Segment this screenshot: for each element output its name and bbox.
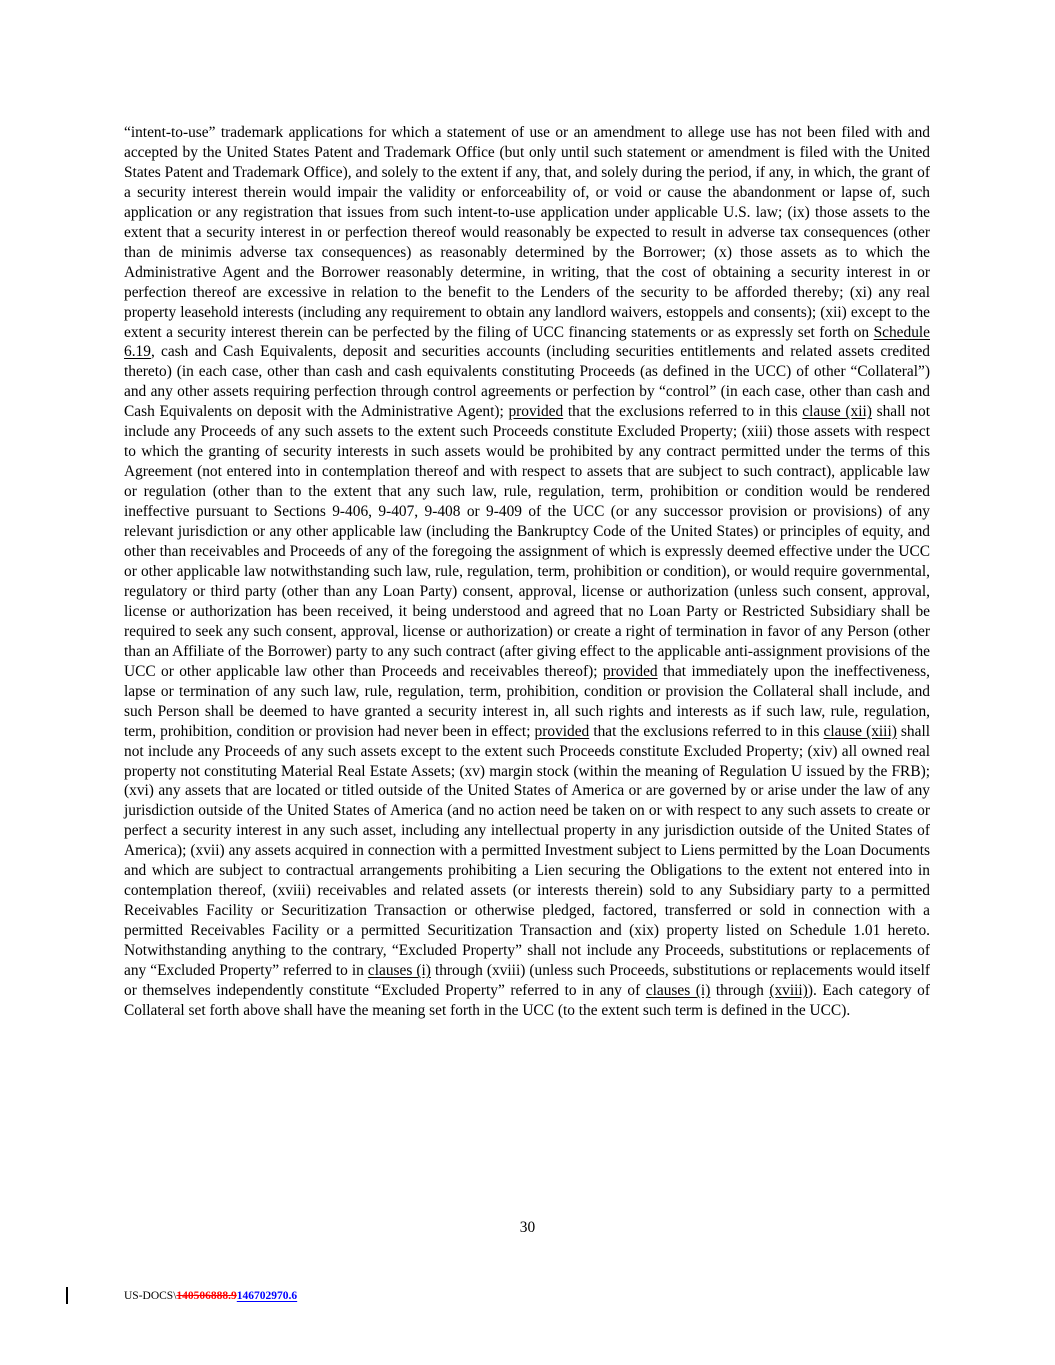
body-text: through (710, 981, 770, 999)
underlined-reference: clause (xii) (802, 403, 872, 421)
body-text: that the exclusions referred to in this (563, 403, 803, 421)
body-text: shall not include any Proceeds of any such assets except to the extent such Proceeds constitute Excluded Property; (xiv) all owned real property not constituting Material Real Estate Assets; (xv) margin stock (within the meaning of Regulation U issued by the FRB); (xvi) any assets that are located or titled outside of the United States of America or are governed by or arise under the law of any jurisdiction outside of the United States of America (and no action need be taken on or with respect to any such assets to create or perfect a security interest in any such asset, including any intellectual property in any jurisdiction outside of the United States of America); (xvii) any assets acquired in connection with a permitted Investment subject to Liens permitted by the Loan Documents and which are subject to contractual arrangements prohibiting a Lien securing the Obligations to the extent not entered into in contemplation thereof, (xviii) receivables and related assets (or interests therein) sold to any Subsidiary party to a permitted Receivables Facility or Securitization Transaction or otherwise pledged, factored, transferred or sold in connection with a permitted Receivables Facility or a permitted Securitization Transaction and (xix) property listed on Schedule 1.01 hereto. Notwithstanding anything to the contrary, “Excluded Property” shall not include any Proceeds, substitutions or replacements of any “Excluded Property” referred to in (124, 722, 930, 980)
body-paragraph (124, 123, 930, 1021)
body-text: through (xviii) (unless such Proceeds, substitutions or replacements would itself or themselves independently constitute “Excluded Property” referred to in any of (124, 962, 930, 999)
underlined-term: provided (508, 403, 564, 421)
revision-change-bar (66, 1287, 68, 1304)
page-number: 30 (519, 1219, 536, 1236)
document-id-footer (124, 1289, 297, 1303)
body-text: shall not include any Proceeds of any such assets to the extent such Proceeds constitute Excluded Property; (xiii) those assets with respect to which the granting of security interests in such assets would be prohibited by any contract permitted under the terms of this Agreement (not entered into in contemplation thereof and with respect to assets that are subject to such contract), applicable law or regulation (other than to the extent that any such law, rule, regulation, term, prohibition or condition would be rendered ineffective pursuant to Sections 9-406, 9-407, 9-408 or 9-409 of the UCC (or any successor provision or provisions) of any relevant jurisdiction or any other applicable law (including the Bankruptcy Code of the United States) or principles of equity, and other than receivables and Proceeds of any of the foregoing the assignment of which is expressly deemed effective under the UCC or other applicable law notwithstanding such law, rule, regulation, term, prohibition or condition), or would require governmental, regulatory or third party (other than any Loan Party) consent, approval, license or authorization (unless such consent, approval, license or authorization has been received, it being understood and agreed that no Loan Party or Restricted Subsidiary shall be required to seek any such consent, approval, license or authorization) or create a right of termination in favor of any Person (other than an Affiliate of the Borrower) party to any such contract (after giving effect to the applicable anti-assignment provisions of the UCC or other applicable law other than Proceeds and receivables thereof); (124, 403, 930, 680)
body-text: that immediately upon the ineffectiveness, lapse or termination of any such law, rule, regulation, term, prohibition, condition or provision the Collateral shall include, and such Person shall be deemed to have granted a security interest in, all such rights and interests as if such law, rule, regulation, term, prohibition, condition or provision had never been in effect; (124, 662, 930, 740)
underlined-term: provided (534, 722, 590, 740)
document-id-deleted: 140506888.9 (176, 1290, 237, 1302)
body-text: that the exclusions referred to in this (589, 722, 824, 740)
document-id-inserted: 146702970.6 (236, 1290, 298, 1302)
body-text: “intent-to-use” trademark applications for which a statement of use or an amendment to allege use has not been filed with and accepted by the United States Patent and Trademark Office (but only until such statement or amendment is filed with the United States Patent and Trademark Office), and solely to the extent if any, that, and solely during the period, if any, in which, the grant of a security interest therein would impair the validity or enforceability of, or void or cause the abandonment or lapse of, such application or any registration that issues from such intent-to-use application under applicable U.S. law; (ix) those assets to the extent that a security interest in or perfection thereof would reasonably be expected to result in adverse tax consequences (other than de minimis adverse tax consequences) as reasonably determined by the Borrower; (x) those assets as to which the Administrative Agent and the Borrower reasonably determine, in writing, that the cost of obtaining a security interest in or perfection thereof are excessive in relation to the benefit to the Lenders of the security to be afforded thereby; (xi) any real property leasehold interests (including any requirement to obtain any landlord waivers, estoppels and consents); (xii) except to the extent a security interest therein can be perfected by the filing of UCC financing statements or as expressly set forth on (124, 124, 930, 341)
underlined-reference: clause (xiii) (823, 722, 897, 740)
document-id-prefix: US-DOCS\ (124, 1290, 177, 1302)
body-text: ). Each category of Collateral set forth above shall have the meaning set forth in the UCC (to the extent such term is defined in the UCC). (124, 981, 931, 1019)
underlined-term: provided (602, 662, 658, 680)
underlined-reference: Schedule 6.19 (124, 323, 930, 361)
underlined-reference: clauses (i) (367, 962, 431, 980)
body-text: , cash and Cash Equivalents, deposit and securities accounts (including securities entitlements and related assets credited thereto) (in each case, other than cash and cash equivalents constituting Proceeds (as defined in the UCC) of other “Collateral”) and any other assets requiring perfection through control agreements or perfection by “control” (in each case, other than cash and Cash Equivalents on deposit with the Administrative Agent); (124, 343, 930, 421)
underlined-reference: clauses (i) (645, 981, 711, 999)
underlined-reference: (xviii) (769, 981, 808, 999)
